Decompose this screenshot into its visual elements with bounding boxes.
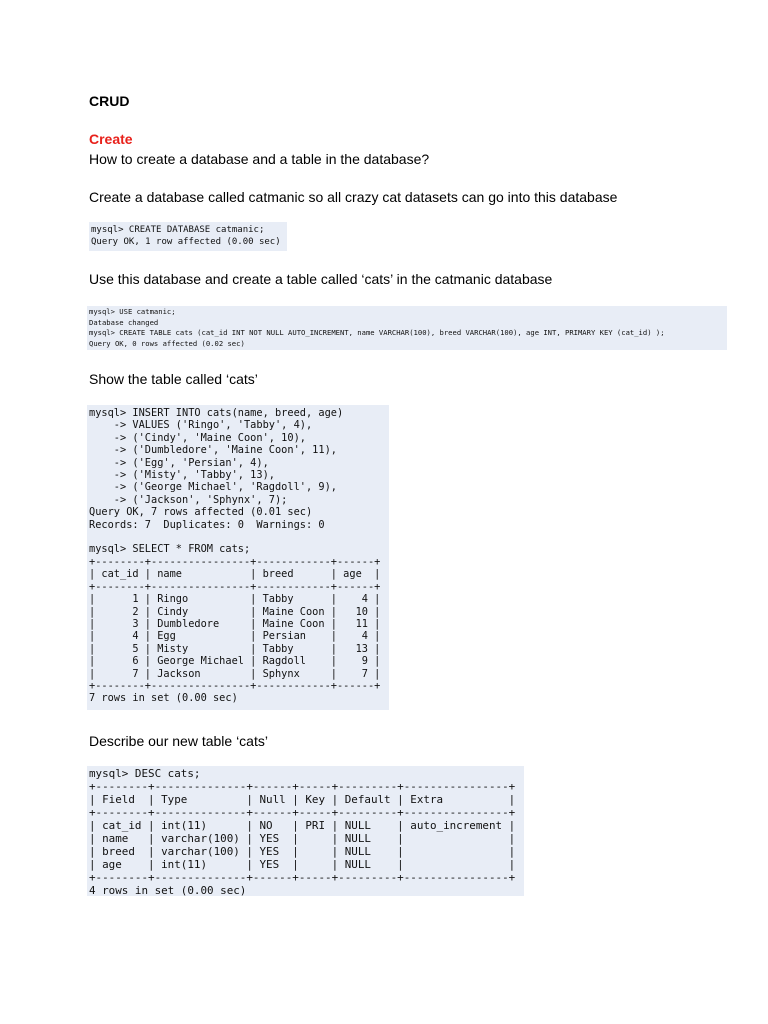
doc-title: CRUD xyxy=(89,93,130,109)
show-table-description: Show the table called ‘cats’ xyxy=(89,371,258,387)
create-table-description: Use this database and create a table called ‘cats’ in the catmanic database xyxy=(89,271,553,287)
intro-question: How to create a database and a table in the database? xyxy=(89,151,430,167)
create-table-code-block: mysql> USE catmanic; Database changed mysql> CREATE TABLE cats (cat_id INT NOT NULL AUTO_INCREMENT, name VARCHAR(100), breed VARCHAR(100), age INT, PRIMARY KEY (cat_id) ); Query OK, 0 rows affected (0.02 sec) xyxy=(87,306,727,350)
describe-table-description: Describe our new table ‘cats’ xyxy=(89,733,268,749)
section-title-create: Create xyxy=(89,131,133,147)
insert-select-code-block: mysql> INSERT INTO cats(name, breed, age) -> VALUES ('Ringo', 'Tabby', 4), -> ('Cindy', 'Maine Coon', 10), -> ('Dumbledore', 'Maine Coon', 11), -> ('Egg', 'Persian', 4), -> ('Misty', 'Tabby', 13), -> ('George Michael', 'Ragdoll', 9), -> ('Jackson', 'Sphynx', 7); Query OK, 7 rows affected (0.01 sec) Records: 7 Duplicates: 0 Warnings: 0 mysql> SELECT * FROM cats; +--------+----------------+------------+------+ | cat_id | name | breed | age | +--------+----------------+------------+------+ | 1 | Ringo | Tabby | 4 | | 2 | Cindy | Maine Coon | 10 | | 3 | Dumbledore | Maine Coon | 11 | | 4 | Egg | Persian | 4 | | 5 | Misty | Tabby | 13 | | 6 | George Michael | Ragdoll | 9 | | 7 | Jackson | Sphynx | 7 | +--------+----------------+------------+------+ 7 rows in set (0.00 sec) xyxy=(87,405,389,710)
create-database-code-block: mysql> CREATE DATABASE catmanic; Query OK, 1 row affected (0.00 sec) xyxy=(89,222,287,251)
create-database-description: Create a database called catmanic so all crazy cat datasets can go into this database xyxy=(89,189,618,205)
describe-table-code-block: mysql> DESC cats; +--------+--------------+------+-----+---------+----------------+ | Field | Type | Null | Key | Default | Extra | +--------+--------------+------+-----+---------+----------------+ | cat_id | int(11) | NO | PRI | NULL | auto_increment | | name | varchar(100) | YES | | NULL | | | breed | varchar(100) | YES | | NULL | | | age | int(11) | YES | | NULL | | +--------+--------------+------+-----+---------+----------------+ 4 rows in set (0.00 sec) xyxy=(87,766,524,896)
